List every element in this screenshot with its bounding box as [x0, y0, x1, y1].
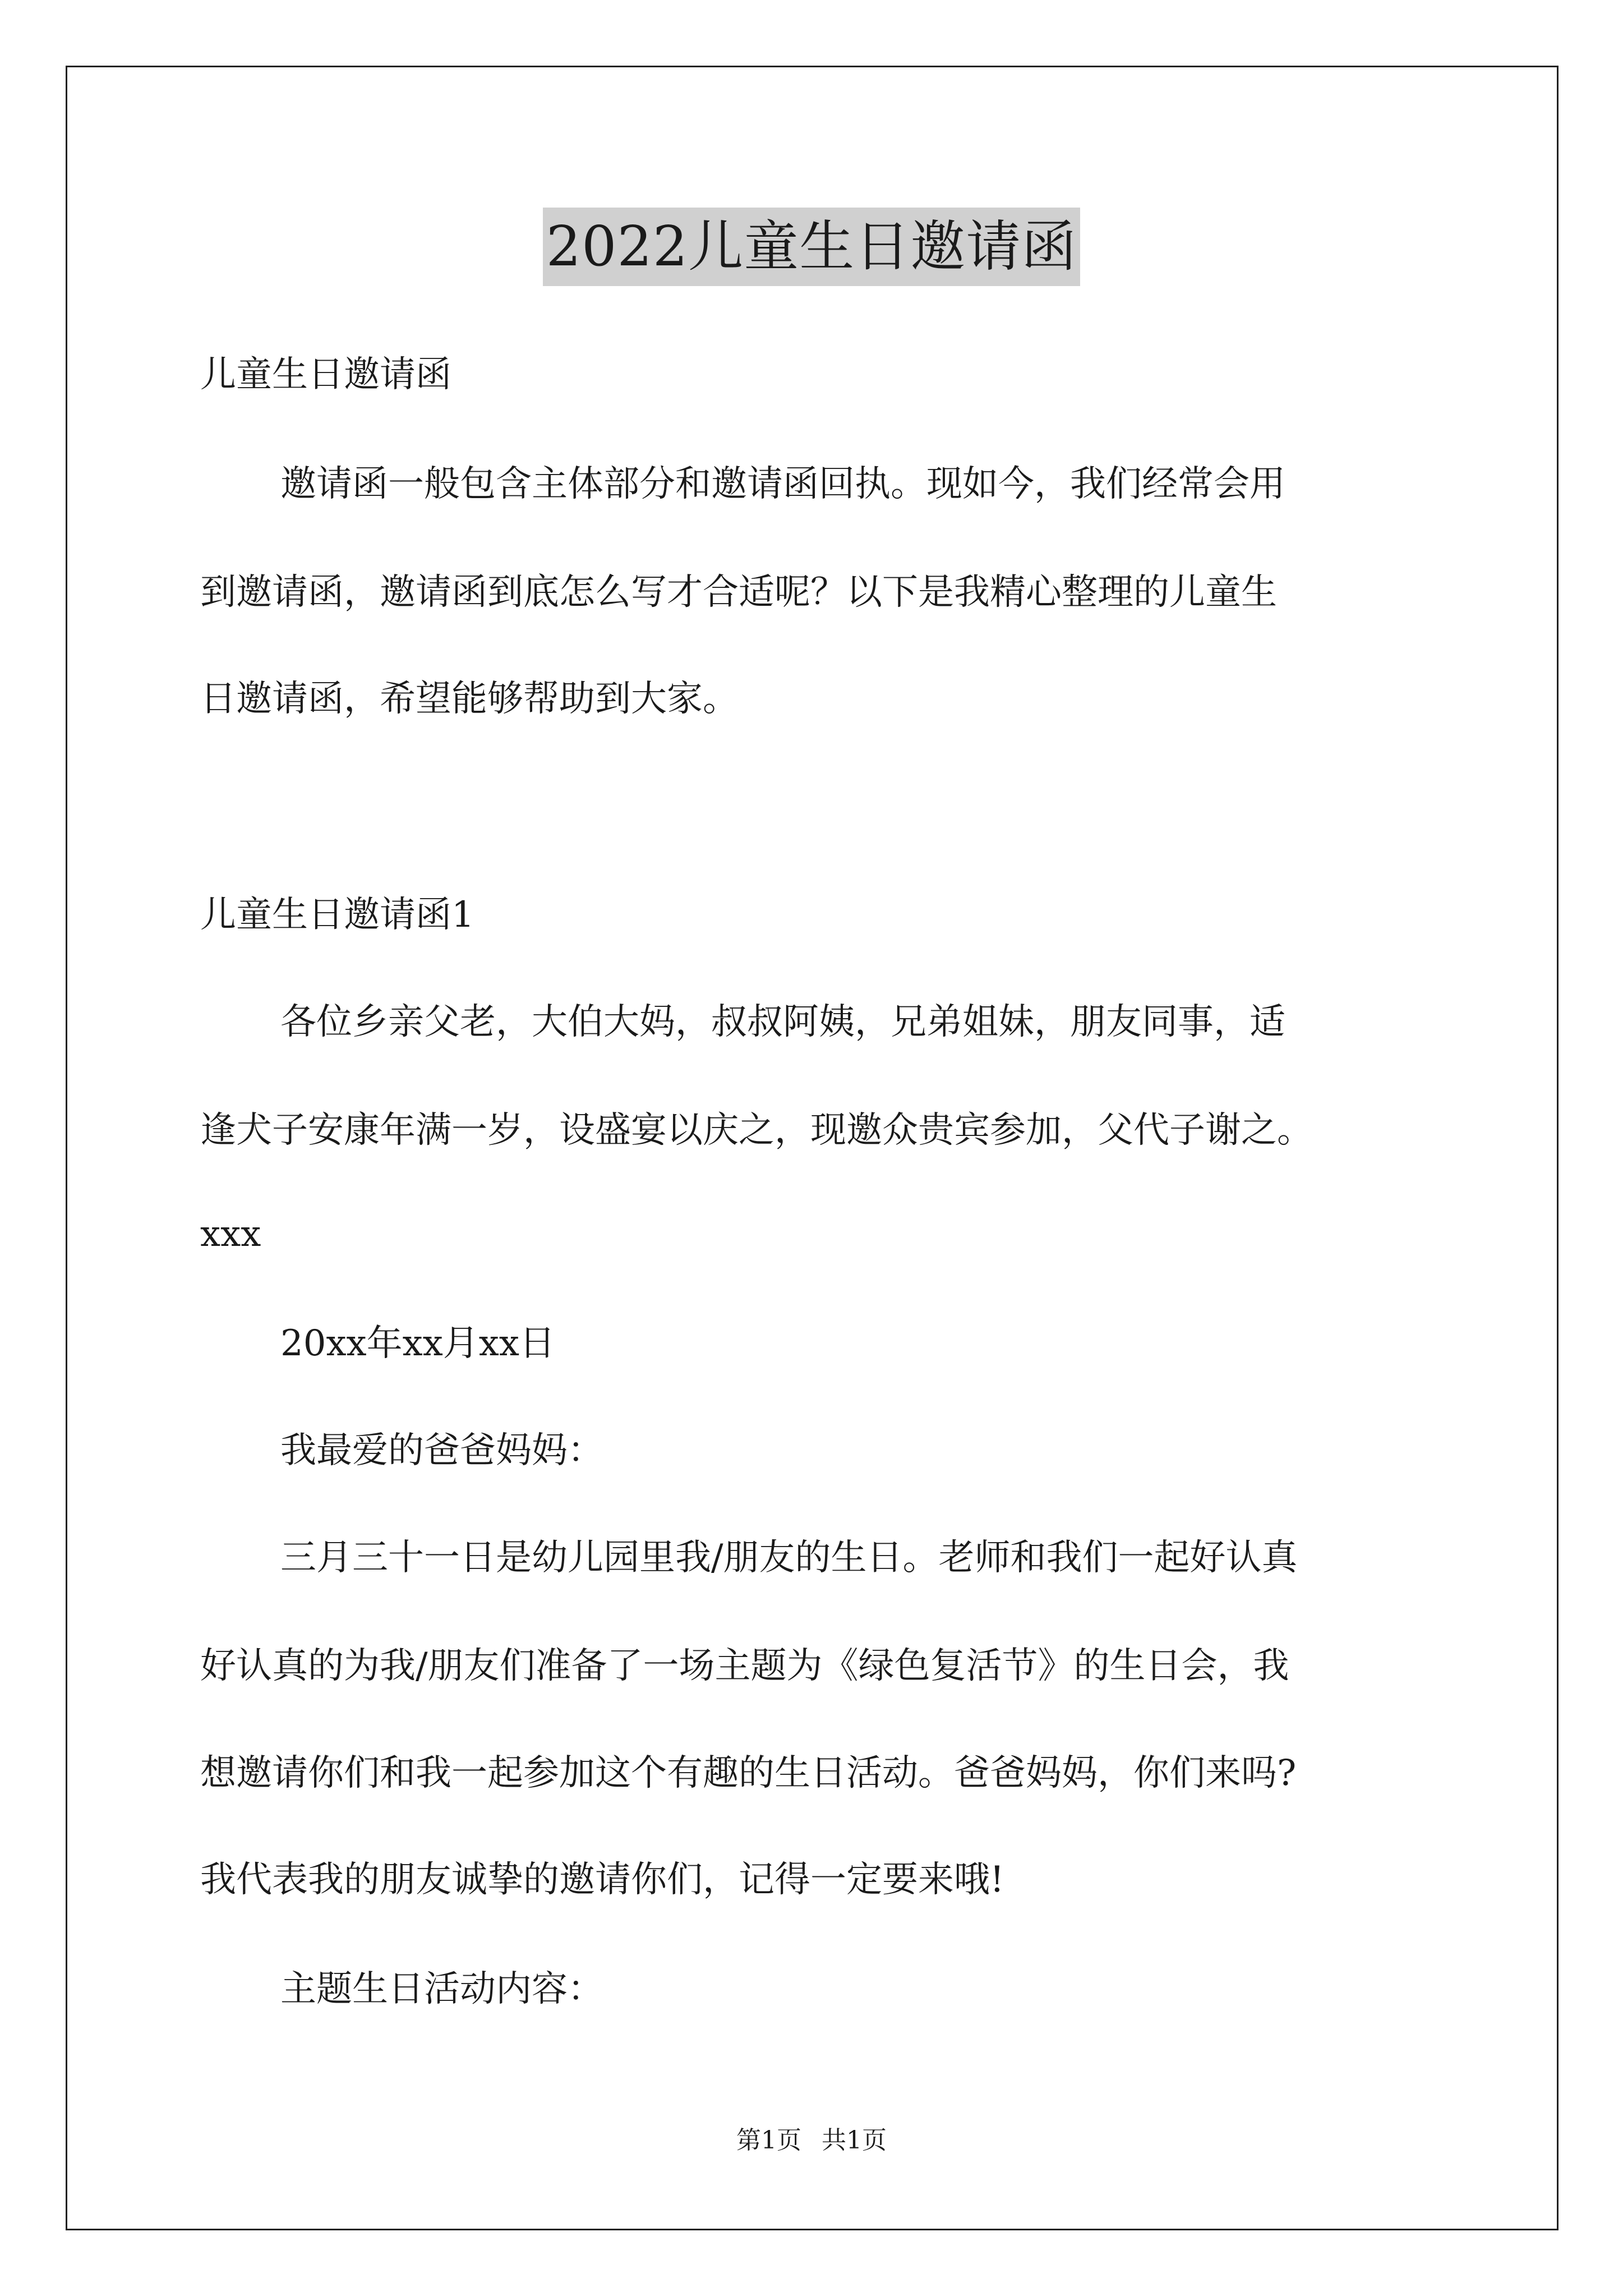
- paragraph-line: 想邀请你们和我一起参加这个有趣的生日活动。爸爸妈妈，你们来吗?: [200, 1752, 1297, 1794]
- paragraph-line: 邀请函一般包含主体部分和邀请函回执。现如今，我们经常会用: [280, 463, 1285, 505]
- paragraph-line: 日邀请函，希望能够帮助到大家。: [200, 678, 739, 720]
- date-line: 20xx年xx月xx日: [280, 1323, 555, 1364]
- title-container: [0, 208, 1623, 286]
- paragraph-line: 到邀请函，邀请函到底怎么写才合适呢？以下是我精心整理的儿童生: [200, 572, 1277, 613]
- signature-line: xxx: [200, 1213, 261, 1255]
- document-title: 2022儿童生日邀请函: [543, 208, 1080, 286]
- paragraph-line: 逢犬子安康年满一岁，设盛宴以庆之，现邀众贵宾参加，父代子谢之。: [200, 1110, 1313, 1151]
- paragraph-line: 三月三十一日是幼儿园里我/朋友的生日。老师和我们一起好认真: [280, 1537, 1298, 1579]
- paragraph-line: 我代表我的朋友诚挚的邀请你们，记得一定要来哦!: [200, 1859, 1004, 1901]
- paragraph-line: 主题生日活动内容：: [280, 1968, 603, 2010]
- section-heading: 儿童生日邀请函: [200, 354, 451, 395]
- salutation-line: 我最爱的爸爸妈妈：: [280, 1430, 603, 1471]
- page-footer: [0, 2125, 1623, 2156]
- section-heading: 儿童生日邀请函1: [200, 894, 474, 936]
- paragraph-line: 各位乡亲父老，大伯大妈，叔叔阿姨，兄弟姐妹，朋友同事，适: [280, 1001, 1285, 1043]
- page-total: 共1页: [822, 2126, 887, 2155]
- paragraph-line: 好认真的为我/朋友们准备了一场主题为《绿色复活节》的生日会，我: [200, 1645, 1289, 1687]
- page-current: 第1页: [736, 2126, 801, 2155]
